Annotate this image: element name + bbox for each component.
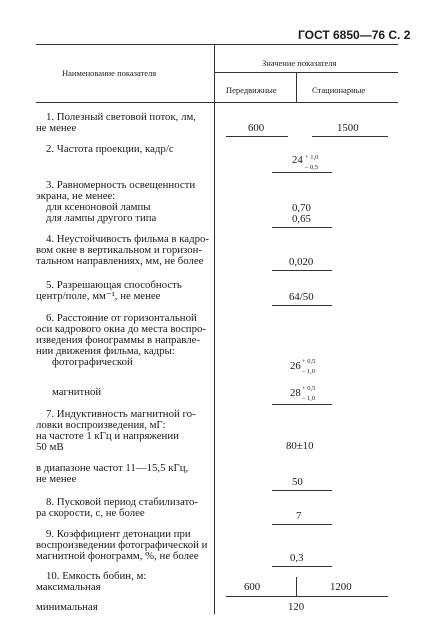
row4-label-line1: 4. Неустойчивость фильма в кадро- [46,233,209,245]
row10-max-mobile: 600 [244,581,261,593]
row3-label-line4: для лампы другого типа [46,212,157,224]
row6-label-line5: фотографической [52,356,133,368]
row1-value-stationary: 1500 [337,122,359,134]
row8-underline [272,524,332,525]
row1-underline-stationary [312,136,388,137]
row6-magnetic-upper: + 0,5 [302,385,316,392]
row5-label-line1: 5. Разрешающая способность [46,279,182,291]
row4-label-line2: вом окне в вертикальном и горизон- [36,244,203,256]
row6-label-line3: изведения фонограммы в направле- [36,334,200,346]
row3-label-line2: экрана, не менее: [36,190,116,202]
row10-label-line1: 10. Емкость бобин, м: [46,570,147,582]
row10-max-stationary: 1200 [330,581,352,593]
row9-label-line2: воспроизведении фотографической и [36,539,208,551]
row6-label-line1: 6. Расстояние от горизонтальной [46,312,197,324]
row8-value: 7 [296,510,302,522]
row2-tolerance-upper: + 1,0 [305,154,319,161]
row2-tolerance-lower: – 0,5 [305,164,318,171]
row2-value-main: 24 [292,154,303,166]
row10-label-line3: минимальная [36,601,98,613]
row4-value: 0,020 [289,256,314,268]
page-header: ГОСТ 6850—76 С. 2 [298,28,411,42]
row8-label-line2: ра скорости, с, не более [36,507,145,519]
table-top-rule [36,44,398,45]
row5-label-line2: центр/поле, мм⁻¹, не менее [36,290,161,302]
row10-min-value: 120 [288,601,305,613]
row8-label-line1: 8. Пусковой период стабилизато- [46,496,199,508]
value-header-rule [214,72,398,73]
row7-value-range: 50 [292,476,303,488]
row5-underline [272,305,332,306]
row2-label-line1: 2. Частота проекции, кадр/с [46,143,174,155]
row7-label-line5: в диапазоне частот 11—15,5 кГц, [36,462,189,474]
row6-magnetic-lower: – 1,0 [302,395,315,402]
row9-value: 0,3 [290,552,304,564]
row7-label-line2: ловки воспроизведения, мГ: [36,419,166,431]
subheader-mobile: Передвижные [226,85,277,95]
row3-label-line1: 3. Равномерность освещенности [46,179,196,191]
row6-photo-lower: – 1,0 [302,368,315,375]
row2-underline [272,172,332,173]
row10-label-line2: максимальная [36,581,101,593]
row6-label-line6: магнитной [52,386,102,398]
row6-label-line2: оси кадрового окна до места воспро- [36,323,206,335]
row6-magnetic-main: 28 [290,387,301,399]
row3-underline [272,227,332,228]
row1-value-mobile: 600 [248,122,265,134]
row7-label-line3: на частоте 1 кГц и напряжении [36,430,179,442]
column-divider [214,44,215,614]
row3-label-line3: для ксеноновой лампы [46,201,151,213]
row5-value: 64/50 [289,291,314,303]
row6-label-line4: нии движения фильма, кадры: [36,345,175,357]
row10-max-underline [226,596,388,597]
row9-label-line3: магнитной фонограмм, %, не более [36,550,199,562]
row4-label-line3: тальном направлениях, мм, не более [36,255,204,267]
row9-label-line1: 9. Коэффициент детонации при [46,528,191,540]
row3-value-xenon: 0,70 [292,202,311,214]
row6-photo-upper: + 0,5 [302,358,316,365]
row7-label-line4: 50 мВ [36,441,64,453]
row7-underline [272,490,332,491]
row7-label-line1: 7. Индуктивность магнитной го- [46,408,196,420]
subheader-stationary: Стационарные [312,85,366,95]
row3-value-other: 0,65 [292,213,311,225]
row1-label-line1: 1. Полезный световой поток, лм, [46,111,197,123]
row1-underline-mobile [226,136,288,137]
column-header-name: Наименование показателя [62,68,157,78]
row6-underline [272,404,332,405]
row1-label-line2: не менее [36,122,77,134]
row6-photo-main: 26 [290,360,301,372]
header-bottom-rule [36,102,398,103]
subcolumn-divider [296,72,297,102]
row7-value-1khz: 80±10 [286,440,314,452]
row7-label-line6: не менее [36,473,77,485]
row9-underline [272,566,332,567]
column-header-value: Значение показателя [262,58,337,68]
row10-max-divider [296,577,297,597]
row4-underline [272,270,332,271]
